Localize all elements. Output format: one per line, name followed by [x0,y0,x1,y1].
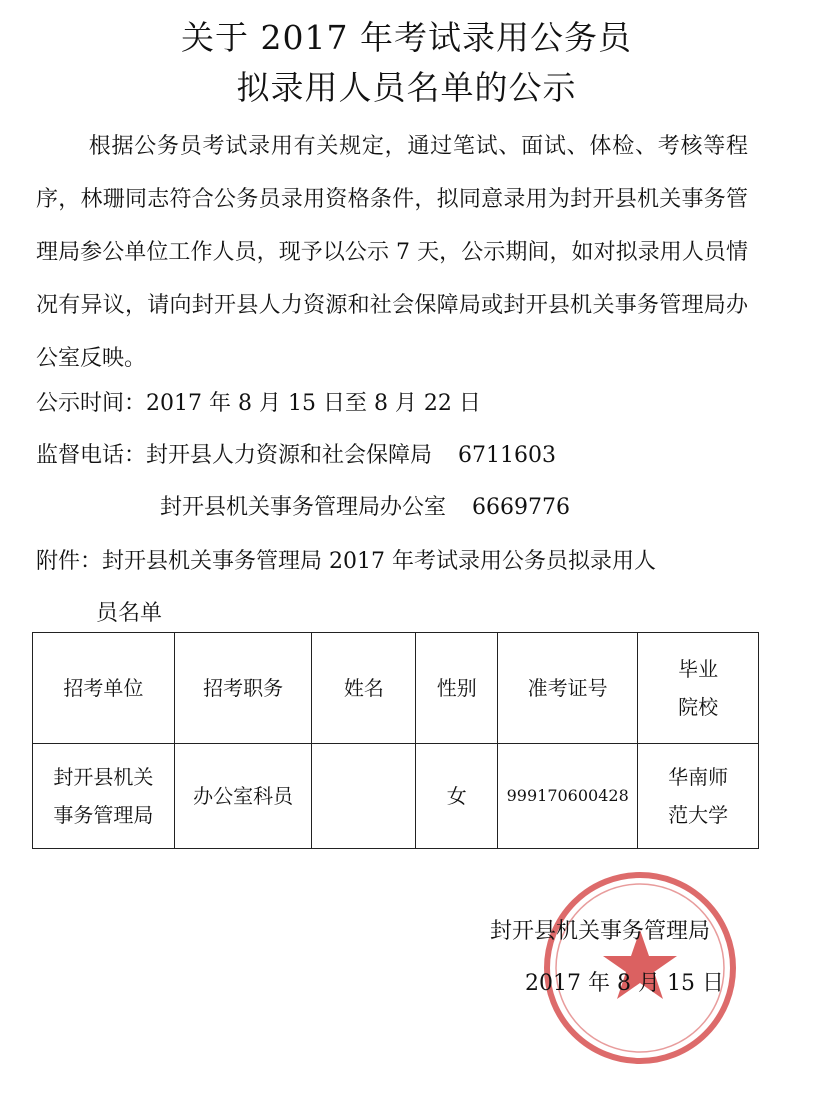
signature-date: 2017 年 8 月 15 日 [525,971,724,996]
cell-school [638,744,759,849]
cell-name [312,744,416,849]
header-name: 姓名 [312,633,416,744]
table-row [33,744,759,849]
cell-unit-line-1: 封开县机关 [53,765,154,789]
header-unit: 招考单位 [33,633,175,744]
signature-org: 封开县机关事务管理局 [490,919,711,944]
cell-school-line-2: 范大学 [668,803,729,827]
candidate-table [32,632,759,849]
supervision-line-1 [36,438,556,469]
cell-exam-id: 999170600428 [498,744,638,849]
header-school-line-2: 院校 [678,695,719,719]
attachment-line-1: 附件：封开县机关事务管理局 2017 年考试录用公务员拟录用人 [36,549,656,574]
title-line-2: 拟录用人员名单的公示 [236,68,577,107]
supervision-line-2 [160,490,570,521]
body-paragraph [36,120,748,385]
publicity-time: 公示时间：2017 年 8 月 15 日至 8 月 22 日 [36,391,481,416]
body-text: 根据公务员考试录用有关规定，通过笔试、面试、体检、考核等程序，林珊同志符合公务员录用资格条件，拟同意录用为封开县机关事务管理局参公单位工作人员，现予以公示 7 天，公示期间，如对拟录用人员情况有异议，请向封开县人力资源和社会保障局或封开县机关事务管理局办公室反映。 [36,134,748,371]
cell-unit [33,744,175,849]
header-school [638,633,759,744]
table-header-row [33,633,759,744]
header-gender: 性别 [416,633,498,744]
header-exam-id: 准考证号 [498,633,638,744]
header-position: 招考职务 [174,633,312,744]
cell-unit-line-2: 事务管理局 [53,803,154,827]
cell-school-line-1: 华南师 [668,765,729,789]
supervision-org: 封开县机关事务管理局办公室 [160,495,447,520]
cell-gender: 女 [416,744,498,849]
supervision-phone: 6669776 [472,495,570,520]
supervision-phone: 6711603 [458,443,557,468]
header-school-line-1: 毕业 [678,657,719,681]
supervision-label: 监督电话： [36,443,147,468]
cell-position: 办公室科员 [174,744,312,849]
attachment-line-2: 员名单 [96,601,163,626]
title-line-1: 关于 2017 年考试录用公务员 [181,18,632,57]
supervision-org: 封开县人力资源和社会保障局 [146,443,433,468]
